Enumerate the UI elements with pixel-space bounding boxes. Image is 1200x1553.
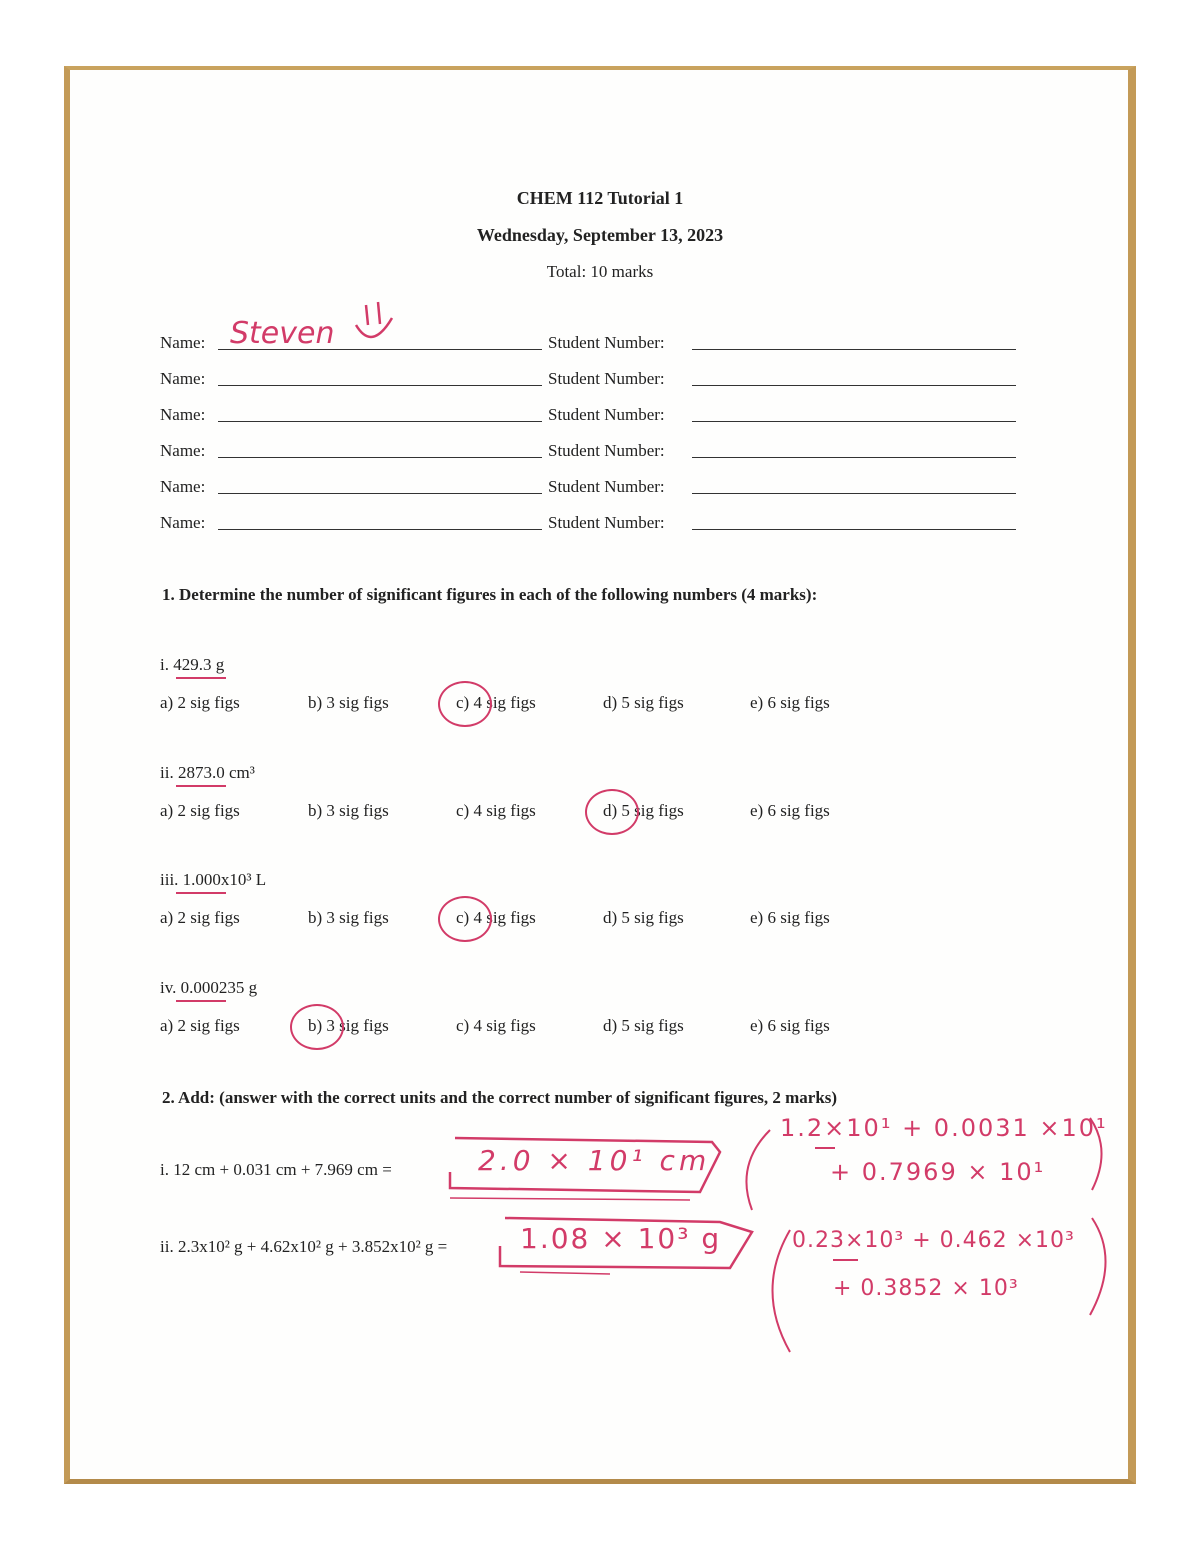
question1-item-label: iv. 0.000235 g: [160, 978, 258, 997]
tutorial-date: Wednesday, September 13, 2023: [476, 225, 724, 245]
question1-item-label: ii. 2873.0 cm³: [160, 763, 255, 782]
option-a[interactable]: a) 2 sig figs: [160, 908, 240, 927]
student-number-label: Student Number:: [548, 441, 665, 460]
student-number-label: Student Number:: [548, 477, 665, 496]
answer-1: 2.0 × 10¹ cm: [478, 1144, 711, 1177]
student-number-label: Student Number:: [548, 513, 665, 532]
option-a[interactable]: a) 2 sig figs: [160, 1016, 240, 1035]
option-c[interactable]: c) 4 sig figs: [456, 1016, 536, 1035]
option-c[interactable]: c) 4 sig figs: [456, 908, 536, 927]
option-d[interactable]: d) 5 sig figs: [603, 908, 684, 927]
option-e[interactable]: e) 6 sig figs: [750, 801, 830, 820]
option-b[interactable]: b) 3 sig figs: [308, 801, 389, 820]
option-e[interactable]: e) 6 sig figs: [750, 908, 830, 927]
option-b[interactable]: b) 3 sig figs: [308, 908, 389, 927]
working-2-line2: + 0.3852 × 10³: [833, 1276, 1019, 1301]
name-label: Name:: [160, 369, 206, 388]
option-c[interactable]: c) 4 sig figs: [456, 801, 536, 820]
option-d[interactable]: d) 5 sig figs: [603, 801, 684, 820]
name-label: Name:: [160, 477, 206, 496]
option-b[interactable]: b) 3 sig figs: [308, 693, 389, 712]
name-label: Name:: [160, 405, 206, 424]
question2-prompt: 2. Add: (answer with the correct units and the correct number of significant figures, 2 marks): [162, 1088, 838, 1107]
answer-2: 1.08 × 10³ g: [520, 1222, 722, 1255]
handwritten-name: Steven: [230, 316, 335, 351]
name-label: Name:: [160, 513, 206, 532]
option-b[interactable]: b) 3 sig figs: [308, 1016, 389, 1035]
question1-item-label: i. 429.3 g: [160, 655, 225, 674]
working-1-line2: + 0.7969 × 10¹: [830, 1158, 1046, 1186]
student-number-label: Student Number:: [548, 369, 665, 388]
question1-item-label: iii. 1.000x10³ L: [160, 870, 267, 889]
option-d[interactable]: d) 5 sig figs: [603, 1016, 684, 1035]
question1-prompt: 1. Determine the number of significant figures in each of the following numbers (4 marks):: [162, 585, 818, 604]
working-2-line1: 0.23×10³ + 0.462 ×10³: [792, 1228, 1075, 1253]
option-a[interactable]: a) 2 sig figs: [160, 801, 240, 820]
option-e[interactable]: e) 6 sig figs: [750, 693, 830, 712]
question2-expression-1: i. 12 cm + 0.031 cm + 7.969 cm =: [160, 1160, 392, 1179]
total-marks: Total: 10 marks: [546, 262, 654, 281]
name-label: Name:: [160, 441, 206, 460]
student-number-label: Student Number:: [548, 333, 665, 352]
student-number-label: Student Number:: [548, 405, 665, 424]
question2-expression-2: ii. 2.3x10² g + 4.62x10² g + 3.852x10² g =: [160, 1237, 448, 1256]
course-title: CHEM 112 Tutorial 1: [516, 188, 684, 208]
option-c[interactable]: c) 4 sig figs: [456, 693, 536, 712]
option-e[interactable]: e) 6 sig figs: [750, 1016, 830, 1035]
option-a[interactable]: a) 2 sig figs: [160, 693, 240, 712]
option-d[interactable]: d) 5 sig figs: [603, 693, 684, 712]
working-1-line1: 1.2×10¹ + 0.0031 ×10¹: [780, 1114, 1108, 1142]
name-label: Name:: [160, 333, 206, 352]
